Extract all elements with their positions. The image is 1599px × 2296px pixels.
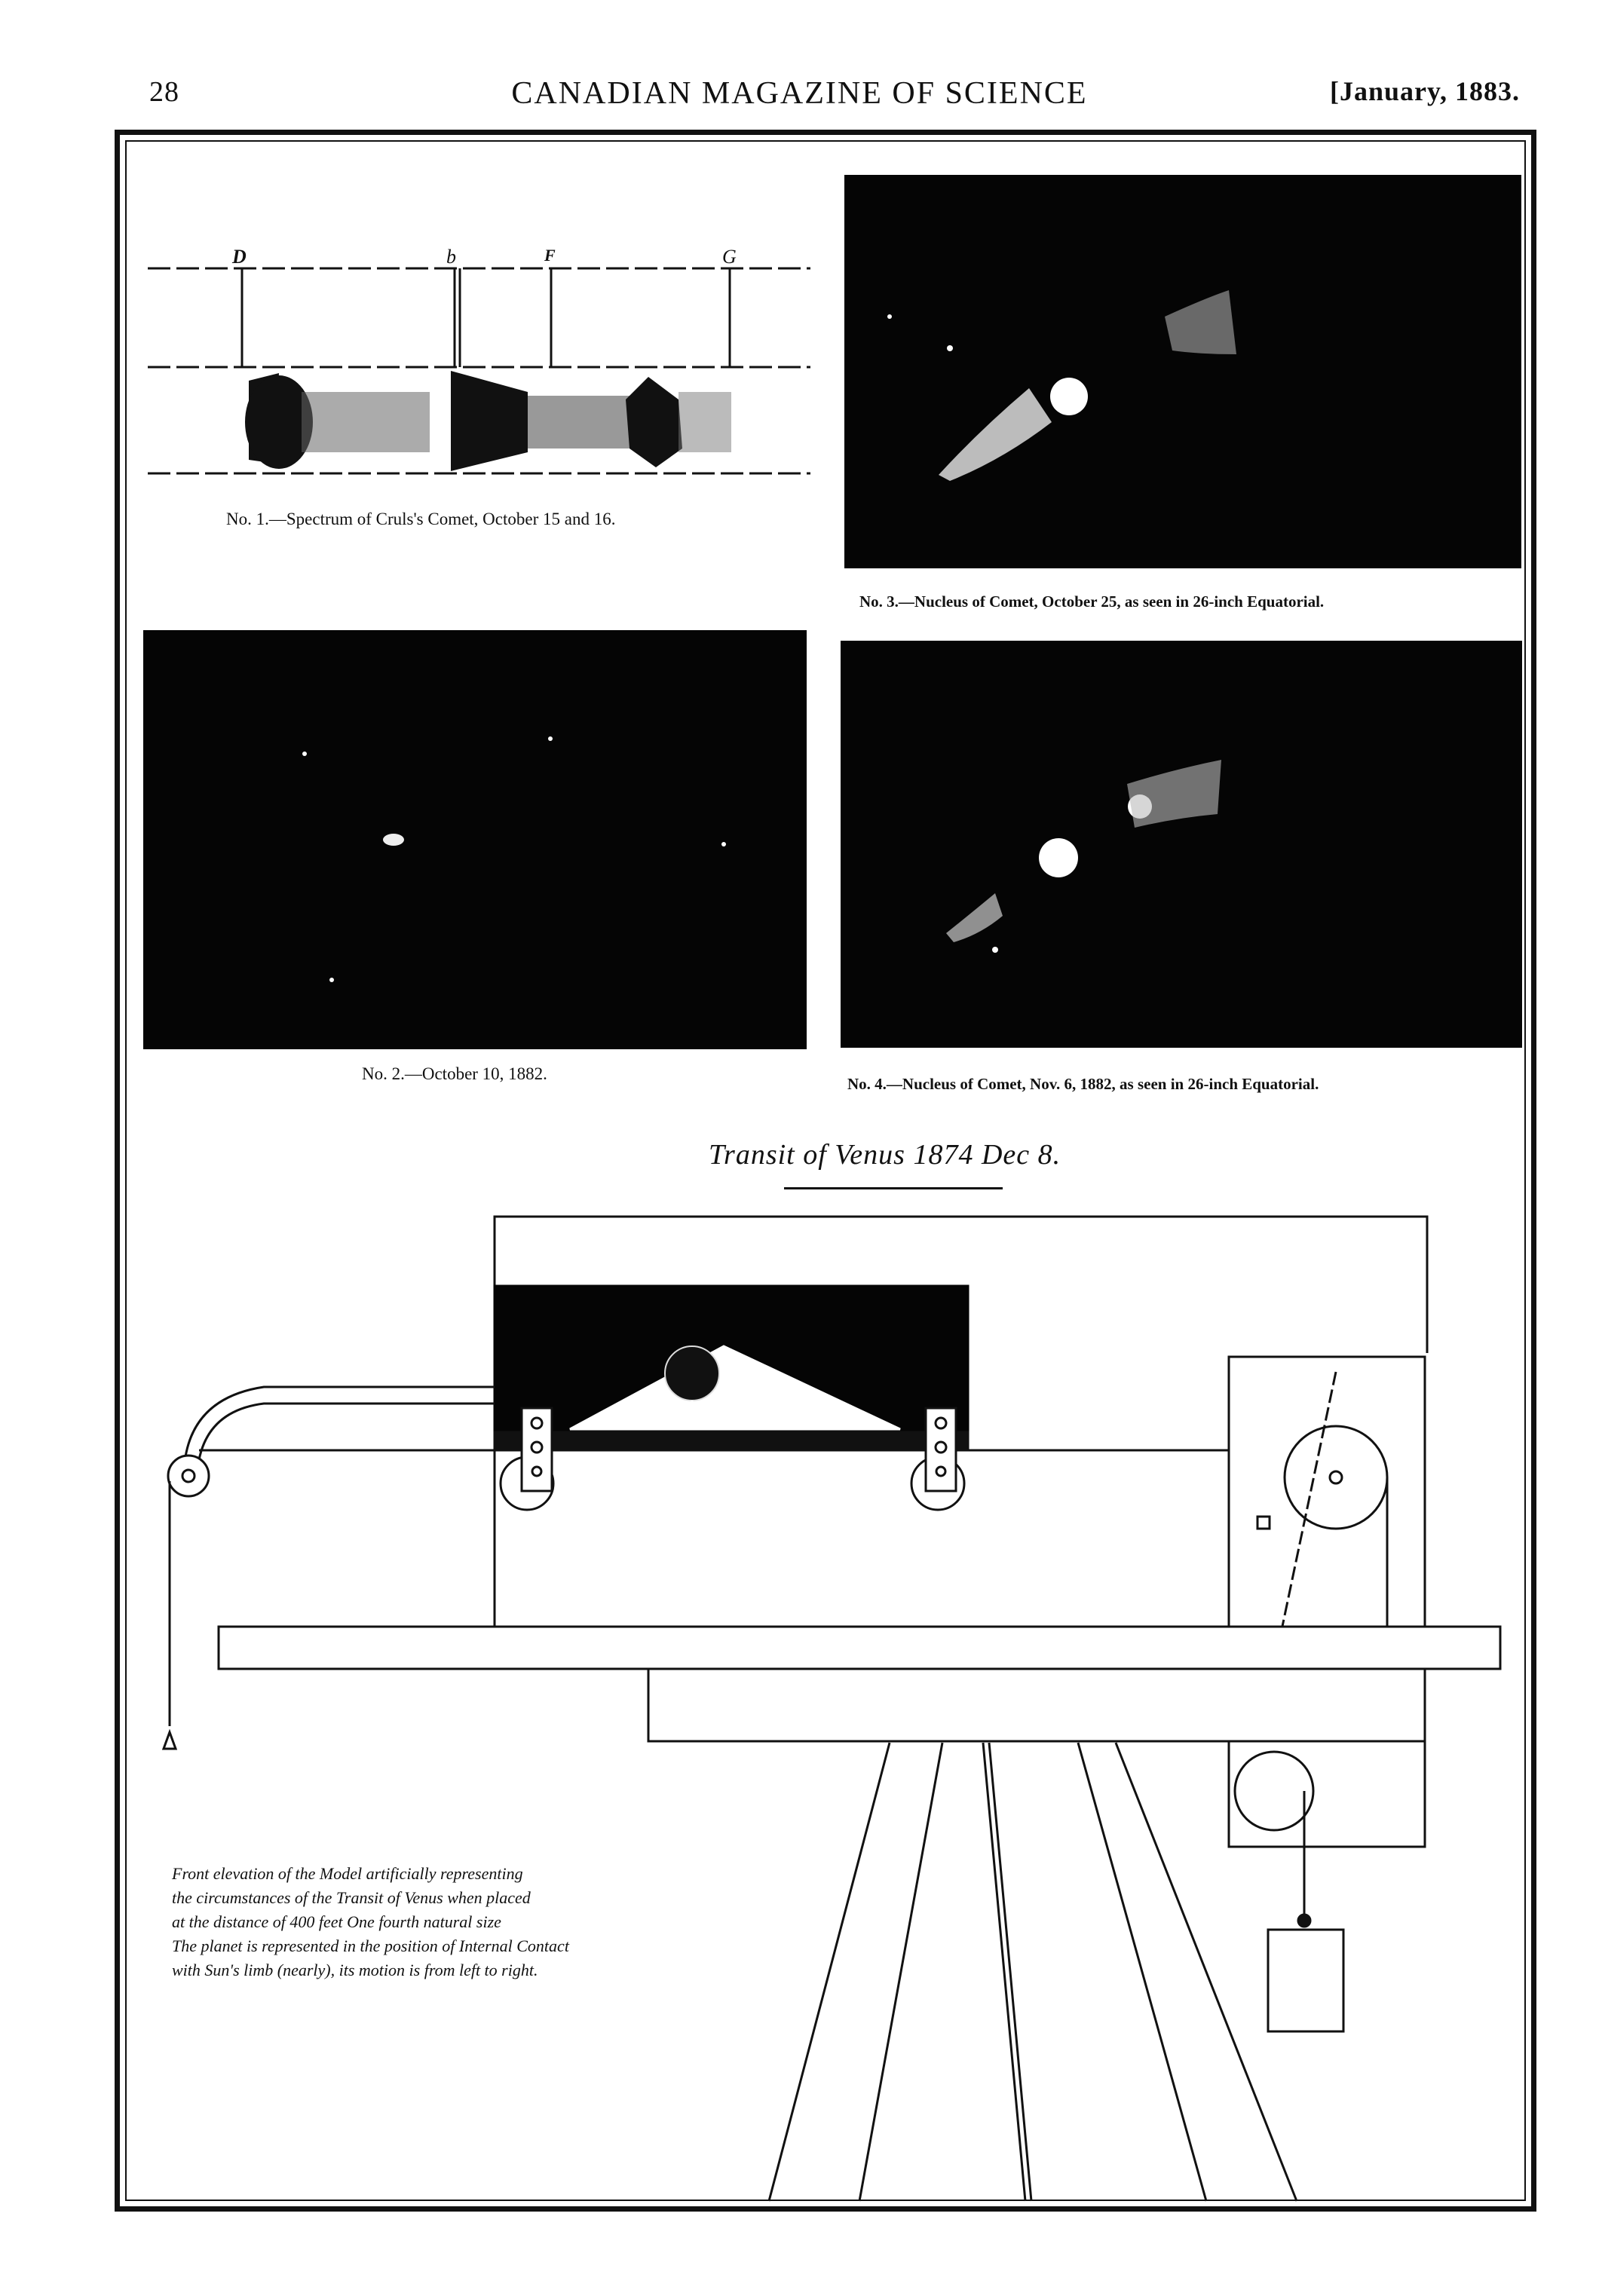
- fig2-plate: [143, 630, 807, 1049]
- fig4-caption: No. 4.—Nucleus of Comet, Nov. 6, 1882, as seen in 26-inch Equatorial.: [847, 1075, 1319, 1093]
- fig2-caption: No. 2.—October 10, 1882.: [362, 1064, 547, 1083]
- caption-line: at the distance of 400 feet One fourth natural size: [172, 1912, 501, 1931]
- page-number: 28: [149, 76, 179, 108]
- fig1-caption: No. 1.—Spectrum of Cruls's Comet, October 15 and 16.: [226, 510, 616, 528]
- fig5-title: Transit of Venus 1874 Dec 8.: [709, 1139, 1061, 1171]
- caption-line: the circumstances of the Transit of Venus when placed: [172, 1888, 531, 1907]
- running-head: CANADIAN MAGAZINE OF SCIENCE: [511, 76, 1088, 111]
- title-underline: [784, 1187, 1003, 1189]
- line-label-f: F: [544, 246, 556, 265]
- fig3-caption: No. 3.—Nucleus of Comet, October 25, as seen in 26-inch Equatorial.: [859, 592, 1325, 611]
- issue-date: [January, 1883.: [1329, 76, 1520, 106]
- caption-line: Front elevation of the Model artificially representing: [172, 1864, 523, 1883]
- line-label-g: G: [722, 246, 737, 268]
- fig4-plate: [841, 641, 1522, 1048]
- caption-line: with Sun's limb (nearly), its motion is from left to right.: [172, 1961, 538, 1979]
- line-label-b: b: [446, 246, 456, 268]
- model-caption: [172, 1862, 745, 1982]
- caption-line: The planet is represented in the position of Internal Contact: [172, 1936, 569, 1955]
- fig3-plate: [844, 175, 1521, 568]
- line-label-d: D: [232, 246, 247, 268]
